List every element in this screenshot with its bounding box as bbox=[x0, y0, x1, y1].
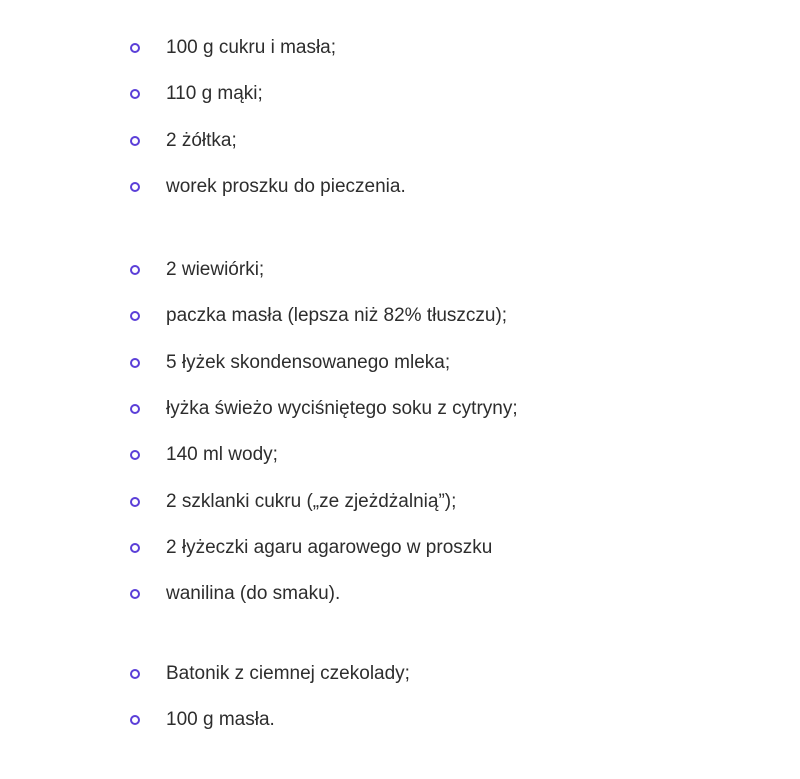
list-item bbox=[130, 651, 410, 697]
list-item bbox=[130, 340, 518, 386]
circle-bullet-icon bbox=[130, 543, 140, 553]
circle-bullet-icon bbox=[130, 404, 140, 414]
list-item bbox=[130, 386, 518, 432]
circle-bullet-icon bbox=[130, 669, 140, 679]
list-item-text: 2 szklanki cukru („ze zjeżdżalnią”); bbox=[166, 490, 457, 512]
circle-bullet-icon bbox=[130, 450, 140, 460]
list-item-text: Batonik z ciemnej czekolady; bbox=[166, 663, 410, 685]
list-item bbox=[130, 432, 518, 478]
list-item-text: 100 g cukru i masła; bbox=[166, 37, 337, 59]
list-item-text: 2 wiewiórki; bbox=[166, 259, 265, 281]
list-item bbox=[130, 478, 518, 524]
circle-bullet-icon bbox=[130, 43, 140, 53]
list-item bbox=[130, 525, 518, 571]
ingredient-list-2 bbox=[130, 247, 518, 617]
list-item bbox=[130, 118, 406, 164]
ingredient-list-3 bbox=[130, 651, 410, 744]
list-item bbox=[130, 293, 518, 339]
list-item-text: paczka masła (lepsza niż 82% tłuszczu); bbox=[166, 305, 508, 327]
list-item-text: 140 ml wody; bbox=[166, 444, 278, 466]
list-item bbox=[130, 697, 410, 743]
list-item bbox=[130, 71, 406, 117]
ingredient-list-1 bbox=[130, 25, 406, 210]
list-item-text: 110 g mąki; bbox=[166, 83, 263, 105]
circle-bullet-icon bbox=[130, 358, 140, 368]
list-item-text: 100 g masła. bbox=[166, 709, 275, 731]
list-item-text: wanilina (do smaku). bbox=[166, 583, 341, 605]
list-item-text: worek proszku do pieczenia. bbox=[166, 176, 406, 198]
list-item bbox=[130, 164, 406, 210]
list-item bbox=[130, 25, 406, 71]
circle-bullet-icon bbox=[130, 89, 140, 99]
list-item bbox=[130, 247, 518, 293]
circle-bullet-icon bbox=[130, 497, 140, 507]
circle-bullet-icon bbox=[130, 589, 140, 599]
circle-bullet-icon bbox=[130, 715, 140, 725]
list-item bbox=[130, 571, 518, 617]
list-item-text: 5 łyżek skondensowanego mleka; bbox=[166, 351, 451, 373]
list-item-text: łyżka świeżo wyciśniętego soku z cytryny; bbox=[166, 398, 518, 420]
circle-bullet-icon bbox=[130, 136, 140, 146]
circle-bullet-icon bbox=[130, 182, 140, 192]
circle-bullet-icon bbox=[130, 265, 140, 275]
circle-bullet-icon bbox=[130, 311, 140, 321]
list-item-text: 2 łyżeczki agaru agarowego w proszku bbox=[166, 536, 493, 558]
list-item-text: 2 żółtka; bbox=[166, 129, 237, 151]
